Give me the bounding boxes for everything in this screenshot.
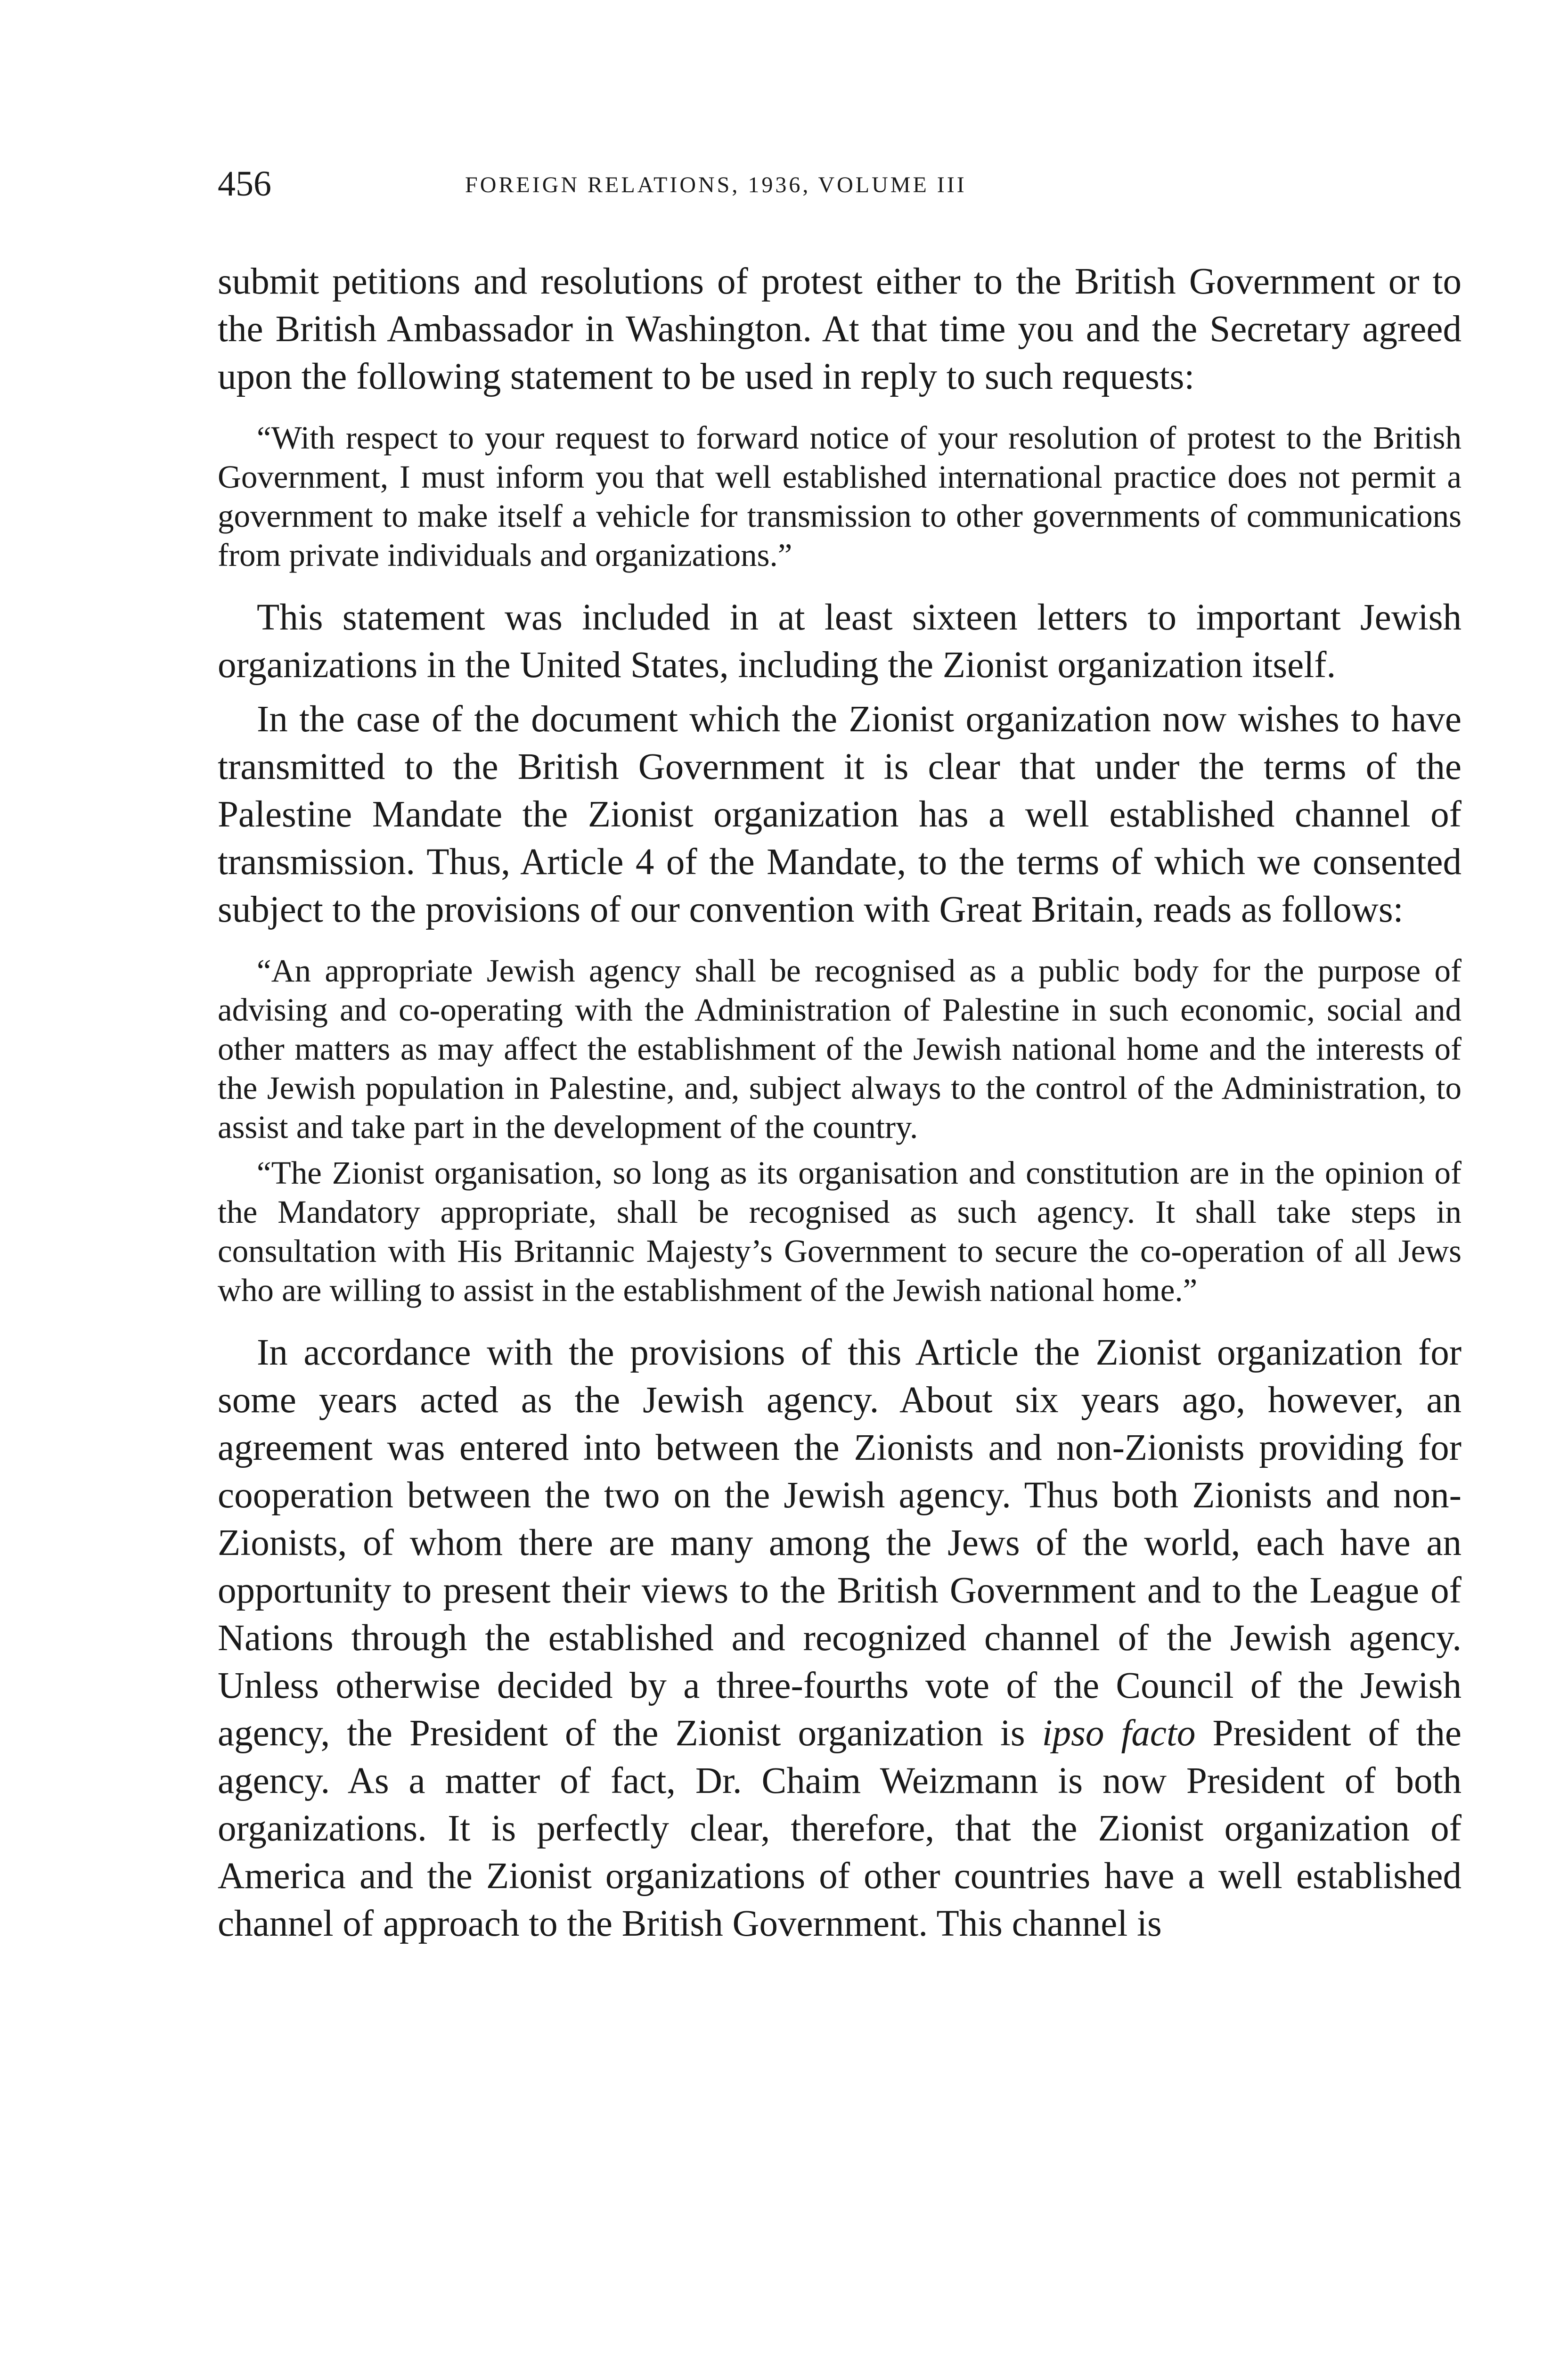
page-number: 456: [218, 164, 271, 204]
block-quote-3: “The Zionist organisation, so long as its organisation and constitution are in the opinion of the Mandatory appropriate, shall be recognised as such agency. It shall take steps in consultation with His Britannic Majesty’s Government to secure the co-operation of all Jews who are willing to assist in the establishment of the Jewish national home.”: [218, 1155, 1462, 1308]
body-text: [218, 258, 1462, 1947]
block-quote-2: “An appropriate Jewish agency shall be recognised as a public body for the purpose of advising and co-operating with the Administration of Palestine in such economic, social and other matters as may affect the establishment of the Jewish national home and the interests of the Jewish population in Palestine, and, subject always to the control of the Administration, to assist and take part in the development of the country.: [218, 953, 1462, 1145]
paragraph-1: submit petitions and resolutions of protest either to the British Government or to the British Ambassador in Washington. At that time you and the Secretary agreed upon the following statement to be used in reply to such requests:: [218, 261, 1462, 397]
paragraph-2: This statement was included in at least sixteen letters to important Jewish organizations in the United States, including the Zionist organization itself.: [218, 597, 1462, 686]
running-head-title: FOREIGN RELATIONS, 1936, VOLUME III: [465, 172, 967, 197]
paragraph-4-text-a: In accordance with the provisions of this Article the Zionist organization for some years acted as the Jewish agency. About six years ago, however, an agreement was entered into between the Zionists and non-Zionists providing for cooperation between the two on the Jewish agency. Thus both Zionists and non-Zionists, of whom there are many among the Jews of the world, each have an opportunity to present their views to the British Government and to the League of Nations through the established and recognized channel of the Jewish agency. Unless otherwise decided by a three-fourths vote of the Council of the Jewish agency, the President of the Zionist organization is: [218, 1332, 1462, 1754]
paragraph-4-italic: ipso facto: [1042, 1713, 1196, 1754]
paragraph-3: In the case of the document which the Zionist organization now wishes to have transmitted to the British Government it is clear that under the terms of the Palestine Mandate the Zionist organization has a well established channel of transmission. Thus, Article 4 of the Mandate, to the terms of which we consented subject to the provisions of our convention with Great Britain, reads as follows:: [218, 699, 1462, 930]
paragraph-4: [218, 1329, 1462, 1947]
document-page: [218, 163, 1462, 1947]
paragraph-4-text-b: President of the agency. As a matter of fact, Dr. Chaim Weizmann is now President of both organizations. It is perfectly clear, therefore, that the Zionist organization of America and the Zionist organizations of other countries have a well established channel of approach to the British Government. This channel is: [218, 1713, 1462, 1944]
running-head: [218, 163, 1462, 214]
block-quote-1: “With respect to your request to forward notice of your resolution of protest to the British Government, I must inform you that well established international practice does not permit a government to make itself a vehicle for transmission to other governments of communications from private individuals and organizations.”: [218, 420, 1462, 573]
